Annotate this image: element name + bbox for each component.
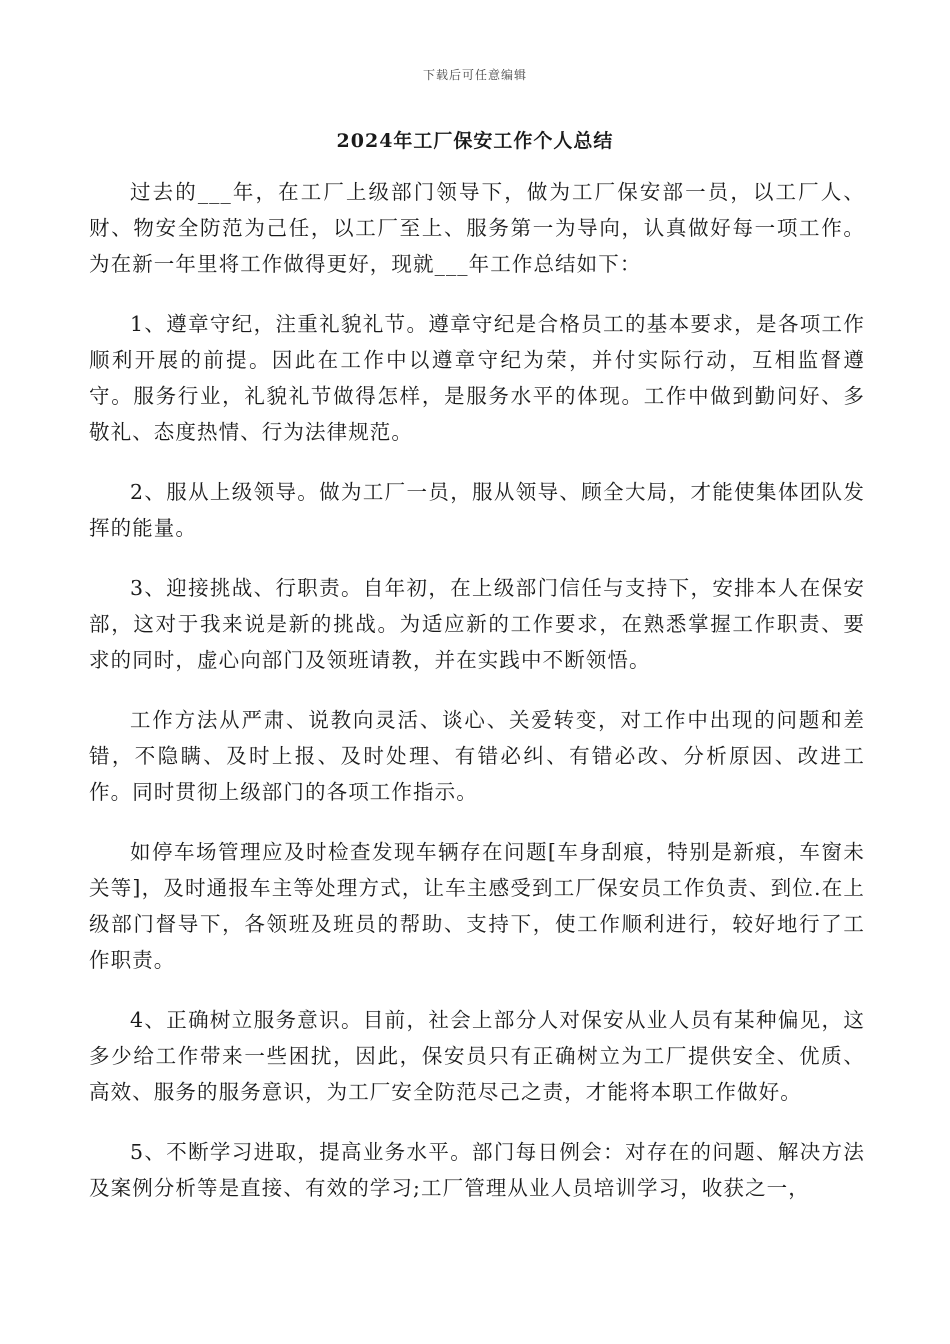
paragraph-2: 2、服从上级领导。做为工厂一员，服从领导、顾全大局，才能使集体团队发挥的能量。 (89, 480, 865, 540)
document-body (89, 174, 865, 1230)
paragraph-4: 4、正确树立服务意识。目前，社会上部分人对保安从业人员有某种偏见，这多少给工作带来一些困扰，因此，保安员只有正确树立为工厂提供安全、优质、高效、服务的服务意识，为工厂安全防范尽己之责，才能将本职工作做好。 (89, 1008, 865, 1104)
header-note: 下载后可任意编辑 (422, 68, 527, 82)
paragraph-3-example: 如停车场管理应及时检查发现车辆存在问题[车身刮痕，特别是新痕，车窗未关等]，及时通报车主等处理方式，让车主感受到工厂保安员工作负责、到位.在上级部门督导下，各领班及班员的帮助、支持下，使工作顺利进行，较好地行了工作职责。 (89, 840, 865, 972)
paragraph-intro: 过去的___年，在工厂上级部门领导下，做为工厂保安部一员，以工厂人、财、物安全防范为己任，以工厂至上、服务第一为导向，认真做好每一项工作。为在新一年里将工作做得更好，现就___年工作总结如下： (89, 180, 865, 276)
paragraph-5: 5、不断学习进取，提高业务水平。部门每日例会：对存在的问题、解决方法及案例分析等是直接、有效的学习;工厂管理从业人员培训学习，收获之一， (89, 1140, 865, 1200)
document-title: 2024年工厂保安工作个人总结 (336, 130, 614, 152)
paragraph-3-method: 工作方法从严肃、说教向灵活、谈心、关爱转变，对工作中出现的问题和差错，不隐瞒、及时上报、及时处理、有错必纠、有错必改、分析原因、改进工作。同时贯彻上级部门的各项工作指示。 (89, 708, 865, 804)
paragraph-3: 3、迎接挑战、行职责。自年初，在上级部门信任与支持下，安排本人在保安部，这对于我来说是新的挑战。为适应新的工作要求，在熟悉掌握工作职责、要求的同时，虚心向部门及领班请教，并在实践中不断领悟。 (89, 576, 865, 672)
paragraph-1: 1、遵章守纪，注重礼貌礼节。遵章守纪是合格员工的基本要求，是各项工作顺利开展的前提。因此在工作中以遵章守纪为荣，并付实际行动，互相监督遵守。服务行业，礼貌礼节做得怎样，是服务水平的体现。工作中做到勤问好、多敬礼、态度热情、行为法律规范。 (89, 312, 865, 444)
